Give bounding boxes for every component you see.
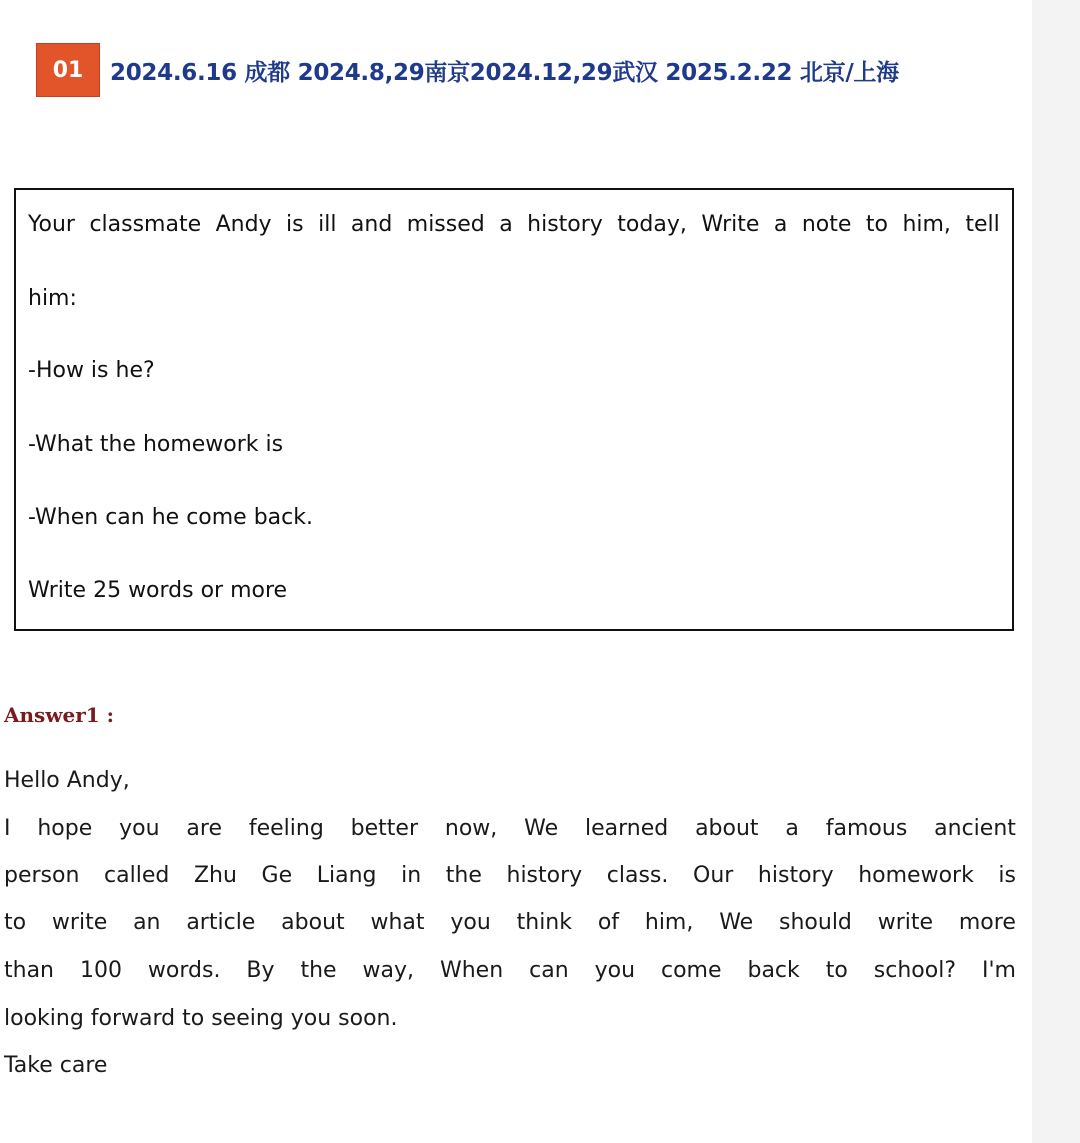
word: Write xyxy=(701,212,760,237)
word: 100 xyxy=(79,958,122,983)
word: to xyxy=(825,958,848,983)
word: article xyxy=(186,910,256,935)
word: We xyxy=(719,910,754,935)
word: We xyxy=(524,816,559,841)
word: ill xyxy=(318,212,337,237)
task-bullet-homework: -What the homework is xyxy=(28,432,284,457)
word: now, xyxy=(444,816,498,841)
word: learned xyxy=(584,816,669,841)
word: homework xyxy=(858,863,974,888)
word: By xyxy=(246,958,275,983)
word: history xyxy=(757,863,834,888)
answer-line-4 xyxy=(4,958,1016,983)
word: is xyxy=(998,863,1016,888)
word: way, xyxy=(362,958,415,983)
number-badge: 01 xyxy=(36,43,100,97)
exam-dates: 2024.6.16 成都 2024.8,29南京2024.12,29武汉 2025.2.22 北京/上海 xyxy=(110,59,899,86)
task-line-2: him: xyxy=(28,286,77,311)
word: history xyxy=(527,212,603,237)
word: tell xyxy=(965,212,1000,237)
word: Andy xyxy=(215,212,272,237)
word: missed xyxy=(406,212,485,237)
word: him, xyxy=(902,212,951,237)
word: more xyxy=(958,910,1016,935)
word: today, xyxy=(617,212,687,237)
word: you xyxy=(119,816,160,841)
word: can xyxy=(529,958,569,983)
task-line-1 xyxy=(28,212,1000,237)
writing-task-box xyxy=(14,188,1014,631)
word: an xyxy=(133,910,161,935)
word: famous xyxy=(825,816,908,841)
word: Liang xyxy=(316,863,377,888)
word: what xyxy=(370,910,425,935)
word: note xyxy=(801,212,852,237)
word: back xyxy=(747,958,800,983)
word: him, xyxy=(644,910,694,935)
word: of xyxy=(597,910,620,935)
word: Your xyxy=(28,212,75,237)
word: Our xyxy=(693,863,734,888)
word: and xyxy=(350,212,393,237)
answer-line-1 xyxy=(4,816,1016,841)
word: a xyxy=(773,212,788,237)
task-bullet-come-back: -When can he come back. xyxy=(28,505,313,530)
task-word-requirement: Write 25 words or more xyxy=(28,578,288,603)
word: a xyxy=(785,816,799,841)
word: hope xyxy=(37,816,93,841)
right-margin-strip xyxy=(1032,0,1080,1143)
answer-line-5: looking forward to seeing you soon. xyxy=(4,1006,398,1031)
word: better xyxy=(350,816,419,841)
answer-closing: Take care xyxy=(4,1053,108,1078)
word: the xyxy=(445,863,482,888)
word: about xyxy=(281,910,345,935)
answer-greeting: Hello Andy, xyxy=(4,768,130,793)
word: classmate xyxy=(89,212,202,237)
word: write xyxy=(51,910,108,935)
word: class. xyxy=(606,863,669,888)
word: When xyxy=(439,958,504,983)
word: to xyxy=(865,212,888,237)
word: school? xyxy=(873,958,956,983)
word: are xyxy=(186,816,222,841)
answer-label: Answer1 : xyxy=(4,703,115,727)
word: in xyxy=(401,863,422,888)
word: history xyxy=(506,863,583,888)
word: think xyxy=(516,910,572,935)
word: is xyxy=(286,212,304,237)
word: to xyxy=(4,910,27,935)
answer-line-2 xyxy=(4,863,1016,888)
word: write xyxy=(877,910,934,935)
word: I xyxy=(4,816,11,841)
word: ancient xyxy=(934,816,1016,841)
word: Zhu xyxy=(193,863,237,888)
answer-line-3 xyxy=(4,910,1016,935)
word: about xyxy=(695,816,759,841)
exam-header xyxy=(36,42,899,98)
word: come xyxy=(661,958,722,983)
word: than xyxy=(4,958,54,983)
word: Ge xyxy=(261,863,293,888)
word: the xyxy=(300,958,337,983)
word: feeling xyxy=(248,816,324,841)
word: I'm xyxy=(981,958,1016,983)
word: person xyxy=(4,863,80,888)
task-bullet-how: -How is he? xyxy=(28,358,155,383)
word: you xyxy=(594,958,636,983)
word: you xyxy=(450,910,491,935)
word: a xyxy=(499,212,513,237)
word: should xyxy=(779,910,852,935)
word: words. xyxy=(147,958,221,983)
word: called xyxy=(104,863,170,888)
